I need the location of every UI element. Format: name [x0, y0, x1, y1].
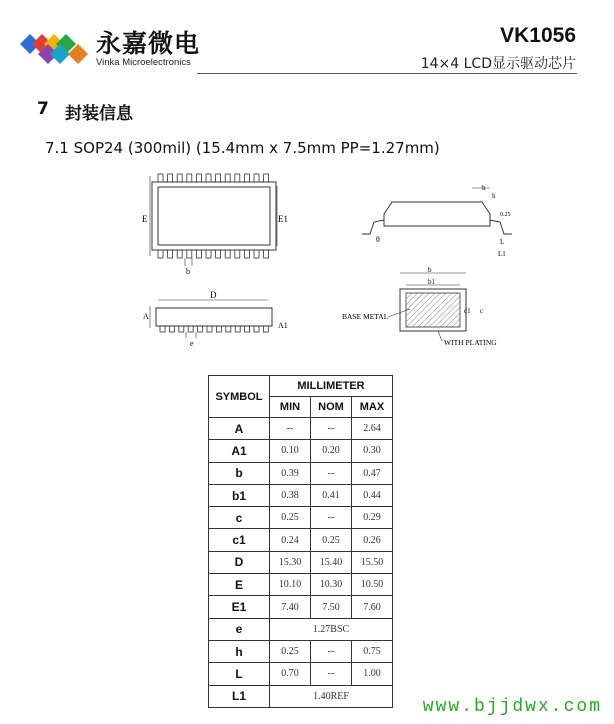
col-nom-header: NOM — [311, 397, 352, 418]
package-top-view — [140, 170, 300, 275]
value-cell-max: 0.29 — [352, 507, 393, 529]
package-pin — [187, 250, 192, 258]
symbol-cell: b1 — [209, 484, 270, 506]
label-theta: θ — [376, 235, 380, 244]
value-cell-nom: 15.40 — [311, 551, 352, 573]
label-gauge: 0.25 — [500, 212, 511, 218]
value-cell-max: 0.26 — [352, 529, 393, 551]
label-h-2: h — [492, 192, 496, 200]
package-pin — [225, 174, 230, 182]
value-cell-nom: 7.50 — [311, 596, 352, 618]
package-pin — [264, 250, 269, 258]
table-row — [209, 507, 393, 529]
symbol-cell: c1 — [209, 529, 270, 551]
value-cell-nom: -- — [311, 462, 352, 484]
label-c: c — [480, 307, 484, 315]
symbol-cell: c — [209, 507, 270, 529]
value-cell-max: 1.00 — [352, 663, 393, 685]
side-pin — [160, 326, 165, 332]
table-row — [209, 640, 393, 662]
label-L1: L1 — [498, 250, 506, 258]
value-cell-nom: -- — [311, 507, 352, 529]
value-cell-max: 0.75 — [352, 640, 393, 662]
label-c1: c1 — [464, 307, 471, 315]
value-cell-max: 7.60 — [352, 596, 393, 618]
label-A: A — [143, 312, 149, 321]
brand-name-cn: 永嘉微电 — [96, 29, 201, 58]
package-pin — [244, 250, 249, 258]
package-pin — [177, 250, 182, 258]
table-row — [209, 418, 393, 440]
value-cell-span: 1.40REF — [270, 685, 393, 707]
symbol-header: SYMBOL — [209, 376, 270, 418]
symbol-cell: E1 — [209, 596, 270, 618]
side-pin — [226, 326, 231, 332]
value-cell-nom: 0.41 — [311, 484, 352, 506]
symbol-cell: A1 — [209, 440, 270, 462]
value-cell-nom: -- — [311, 640, 352, 662]
label-b1: b1 — [428, 278, 435, 286]
value-cell-max: 0.47 — [352, 462, 393, 484]
table-row — [209, 462, 393, 484]
package-pin — [196, 174, 201, 182]
value-cell-min: 10.10 — [270, 574, 311, 596]
side-pin — [198, 326, 203, 332]
value-cell-nom: 0.25 — [311, 529, 352, 551]
site-watermark: www.bjjdwx.com — [422, 697, 602, 717]
value-cell-min: 0.25 — [270, 640, 311, 662]
package-pin — [254, 174, 259, 182]
table-row — [209, 484, 393, 506]
symbol-cell: h — [209, 640, 270, 662]
value-cell-min: 0.10 — [270, 440, 311, 462]
package-pin — [216, 250, 221, 258]
value-cell-min: 0.24 — [270, 529, 311, 551]
section-number: 7 — [37, 99, 49, 119]
symbol-cell: L1 — [209, 685, 270, 707]
package-pin — [206, 250, 211, 258]
symbol-cell: e — [209, 618, 270, 640]
side-pin — [179, 326, 184, 332]
value-cell-span: 1.27BSC — [270, 618, 393, 640]
value-cell-max: 10.50 — [352, 574, 393, 596]
table-row — [209, 596, 393, 618]
package-pin — [225, 250, 230, 258]
lead-cross-section — [338, 265, 518, 350]
value-cell-max: 0.44 — [352, 484, 393, 506]
symbol-cell: E — [209, 574, 270, 596]
value-cell-min: -- — [270, 418, 311, 440]
package-pin — [264, 174, 269, 182]
package-pin — [187, 174, 192, 182]
label-e: e — [190, 339, 194, 348]
value-cell-min: 15.30 — [270, 551, 311, 573]
package-side-view — [140, 288, 300, 348]
package-pin — [158, 174, 163, 182]
col-min-header: MIN — [270, 397, 311, 418]
table-row — [209, 551, 393, 573]
package-pin — [168, 174, 173, 182]
side-pin — [169, 326, 174, 332]
table-row — [209, 663, 393, 685]
table-row — [209, 618, 393, 640]
value-cell-min: 0.38 — [270, 484, 311, 506]
model-number: VK1056 — [500, 24, 576, 47]
table-row — [209, 685, 393, 707]
value-cell-max: 0.30 — [352, 440, 393, 462]
package-pin — [168, 250, 173, 258]
side-pin — [235, 326, 240, 332]
label-b: b — [186, 267, 190, 275]
col-max-header: MAX — [352, 397, 393, 418]
package-pin — [235, 250, 240, 258]
value-cell-nom: -- — [311, 418, 352, 440]
side-pin — [254, 326, 259, 332]
table-row — [209, 440, 393, 462]
label-A1: A1 — [278, 321, 288, 330]
side-pin — [263, 326, 268, 332]
package-pin — [158, 250, 163, 258]
value-cell-nom: 0.20 — [311, 440, 352, 462]
label-base-metal: BASE METAL — [342, 312, 389, 321]
label-with-plating: WITH PLATING — [444, 338, 497, 347]
package-pin — [216, 174, 221, 182]
label-L: L — [500, 238, 505, 246]
symbol-cell: A — [209, 418, 270, 440]
value-cell-min: 0.70 — [270, 663, 311, 685]
symbol-cell: b — [209, 462, 270, 484]
millimeter-header: MILLIMETER — [270, 376, 393, 397]
label-E1: E1 — [278, 214, 288, 224]
header-divider — [197, 73, 577, 74]
package-pin — [206, 174, 211, 182]
subsection-title: 7.1 SOP24 (300mil) (15.4mm x 7.5mm PP=1.27mm) — [45, 139, 440, 157]
symbol-cell: D — [209, 551, 270, 573]
label-E: E — [142, 214, 148, 224]
section-title: 封装信息 — [65, 104, 133, 124]
table-row — [209, 529, 393, 551]
side-pin — [207, 326, 212, 332]
table-row — [209, 574, 393, 596]
side-pin — [188, 326, 193, 332]
value-cell-min: 0.39 — [270, 462, 311, 484]
side-pin — [245, 326, 250, 332]
value-cell-nom: 10.30 — [311, 574, 352, 596]
package-pin — [196, 250, 201, 258]
side-pin — [216, 326, 221, 332]
package-pin — [254, 250, 259, 258]
symbol-cell: L — [209, 663, 270, 685]
company-logo — [18, 24, 98, 70]
package-pin — [244, 174, 249, 182]
value-cell-max: 2.64 — [352, 418, 393, 440]
package-pin — [177, 174, 182, 182]
label-h: h — [482, 184, 486, 192]
dimension-table — [208, 375, 393, 708]
value-cell-min: 0.25 — [270, 507, 311, 529]
document-subtitle: 14×4 LCD显示驱动芯片 — [420, 56, 576, 72]
package-pin — [235, 174, 240, 182]
brand-name-en: Vinka Microelectronics — [96, 57, 191, 68]
value-cell-max: 15.50 — [352, 551, 393, 573]
label-b-top: b — [428, 266, 432, 274]
value-cell-min: 7.40 — [270, 596, 311, 618]
package-end-view — [362, 182, 522, 262]
label-D: D — [210, 290, 217, 300]
value-cell-nom: -- — [311, 663, 352, 685]
